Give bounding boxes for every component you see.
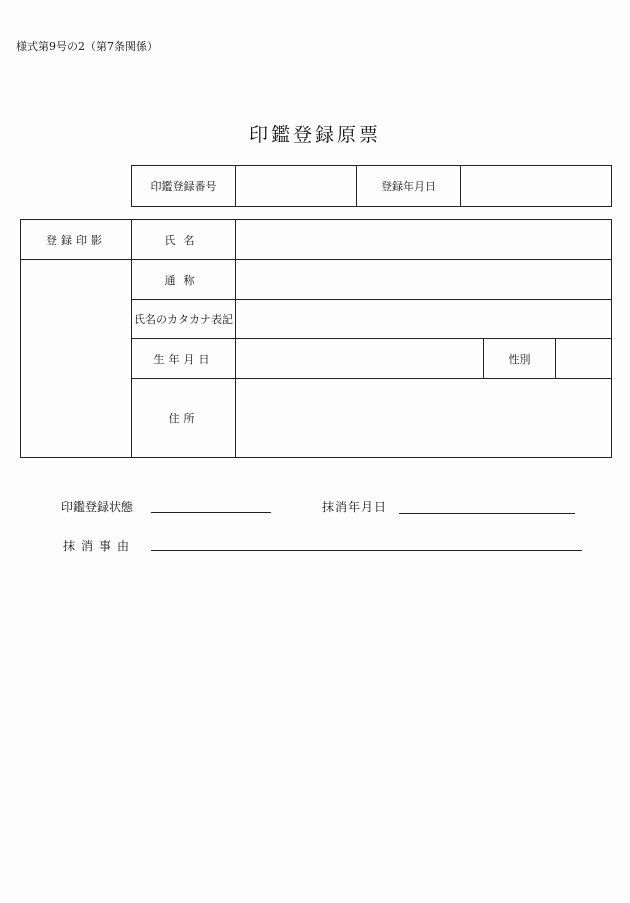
alias-field[interactable]: [236, 260, 612, 300]
cancellation-date-line[interactable]: [399, 513, 575, 514]
registrant-table: [20, 219, 612, 458]
form-code: 様式第9号の2（第7条関係）: [16, 40, 158, 53]
cancellation-reason-label: 抹消事由: [63, 539, 136, 553]
registration-date-label: 登録年月日: [357, 166, 461, 207]
birth-date-field[interactable]: [236, 339, 484, 379]
registration-number-label: 印鑑登録番号: [132, 166, 236, 207]
alias-label: 通称: [132, 260, 236, 300]
sex-field[interactable]: [556, 339, 612, 379]
name-label: 氏名: [132, 220, 236, 260]
address-field[interactable]: [236, 379, 612, 458]
registration-number-field[interactable]: [236, 166, 357, 207]
seal-impression-box: [21, 260, 132, 458]
registration-table: [131, 165, 612, 207]
sex-label: 性別: [484, 339, 556, 379]
address-label: 住所: [132, 379, 236, 458]
name-field[interactable]: [236, 220, 612, 260]
kana-name-label: 氏名のカタカナ表記: [132, 300, 236, 339]
birth-date-label: 生年月日: [132, 339, 236, 379]
page-title: 印鑑登録原票: [248, 124, 381, 146]
cancellation-reason-line[interactable]: [151, 550, 582, 551]
seal-impression-label: 登録印影: [21, 220, 132, 260]
cancellation-date-label: 抹消年月日: [322, 500, 388, 514]
registration-date-field[interactable]: [461, 166, 612, 207]
registration-status-line[interactable]: [151, 512, 271, 513]
kana-name-field[interactable]: [236, 300, 612, 339]
registration-status-label: 印鑑登録状態: [61, 500, 134, 514]
